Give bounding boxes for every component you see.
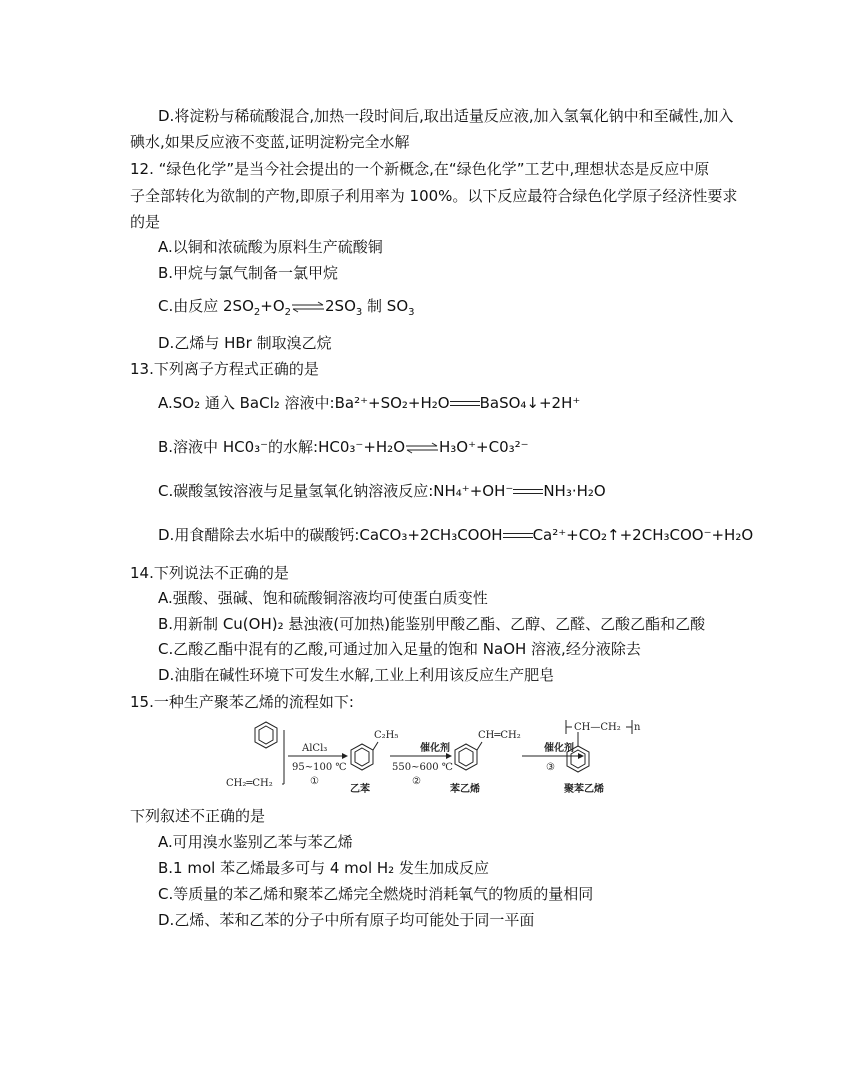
q12-option-d: D.乙烯与 HBr 制取溴乙烷: [158, 334, 332, 352]
step1-catalyst: AlCl₃: [302, 743, 328, 754]
q15-option-a: A.可用溴水鉴别乙苯与苯乙烯: [158, 833, 353, 851]
ethylene-reagent: CH₂═CH₂: [226, 778, 273, 789]
step3-catalyst: 催化剂: [544, 743, 574, 754]
q12-stem-line2: 子全部转化为欲制的产物,即原子利用率为 100%。以下反应最符合绿色化学原子经济性要求: [130, 187, 738, 205]
q12-option-a: A.以铜和浓硫酸为原料生产硫酸铜: [158, 238, 383, 256]
styrene-structure: [455, 742, 482, 770]
q14-option-c: C.乙酸乙酯中混有的乙酸,可通过加入足量的饱和 NaOH 溶液,经分液除去: [158, 640, 641, 658]
q12-stem-line3: 的是: [130, 213, 161, 231]
step2-number: ②: [412, 776, 421, 787]
q11-option-d-line2: 碘水,如果反应液不变蓝,证明淀粉完全水解: [130, 133, 410, 151]
q14-option-b: B.用新制 Cu(OH)₂ 悬浊液(可加热)能鉴别甲酸乙酯、乙醇、乙醛、乙酸乙酯和乙酸: [158, 615, 706, 633]
q13-option-a: A.SO₂ 通入 BaCl₂ 溶液中:Ba²⁺+SO₂+H₂O BaSO₄↓+2H⁺: [158, 394, 581, 412]
q13-option-c: C.碳酸氢铵溶液与足量氢氧化钠溶液反应:NH₄⁺+OH⁻ NH₃·H₂O: [158, 482, 606, 500]
q11-option-d-line1: D.将淀粉与稀硫酸混合,加热一段时间后,取出适量反应液,加入氢氧化钠中和至碱性,加入: [158, 107, 734, 125]
ethylbenzene-structure: [351, 742, 378, 770]
polystyrene-label: 聚苯乙烯: [564, 784, 604, 795]
q13-stem: 13.下列离子方程式正确的是: [130, 360, 319, 378]
q12-option-b: B.甲烷与氯气制备一氯甲烷: [158, 264, 339, 282]
reversible-arrow-icon: [291, 301, 325, 313]
equals-sign-icon: [450, 399, 480, 409]
polystyrene-synthesis-scheme: [222, 718, 642, 804]
equals-sign-icon: [513, 487, 543, 497]
step2-condition: 550~600 ℃: [392, 762, 453, 773]
equals-sign-icon: [503, 531, 533, 541]
step1-number: ①: [310, 776, 319, 787]
styrene-label: 苯乙烯: [450, 784, 480, 795]
q14-option-a: A.强酸、强碱、饱和硫酸铜溶液均可使蛋白质变性: [158, 589, 488, 607]
q14-option-d: D.油脂在碱性环境下可发生水解,工业上利用该反应生产肥皂: [158, 666, 555, 684]
q12-stem-line1: 12. “绿色化学”是当今社会提出的一个新概念,在“绿色化学”工艺中,理想状态是反应中原: [130, 160, 710, 178]
q14-stem: 14.下列说法不正确的是: [130, 564, 289, 582]
q12-option-c: C.由反应 $2SO_2+O_2$ $2SO_3$ 制 $SO_3$: [158, 297, 415, 318]
step2-catalyst: 催化剂: [420, 743, 450, 754]
q13-option-b: B.溶液中 HC0₃⁻的水解:HC0₃⁻+H₂O H₃O⁺+C0₃²⁻: [158, 438, 529, 456]
q15-followup: 下列叙述不正确的是: [130, 807, 266, 825]
step1-condition: 95~100 ℃: [292, 762, 347, 773]
styrene-substituent: CH═CH₂: [478, 730, 521, 741]
q13-option-d: D.用食醋除去水垢中的碳酸钙:CaCO₃+2CH₃COOH Ca²⁺+CO₂↑+2CH₃COO⁻+H₂O: [158, 526, 754, 544]
step3-number: ③: [546, 762, 555, 773]
ethylbenzene-label: 乙苯: [350, 784, 370, 795]
q15-option-d: D.乙烯、苯和乙苯的分子中所有原子均可能处于同一平面: [158, 911, 535, 929]
benzene-structure: [255, 722, 277, 748]
q15-stem: 15.一种生产聚苯乙烯的流程如下:: [130, 693, 354, 711]
polymer-repeat-unit: CH—CH₂: [574, 722, 621, 733]
polymer-n: n: [634, 722, 641, 733]
ethylbenzene-substituent: C₂H₅: [374, 730, 399, 741]
q15-option-c: C.等质量的苯乙烯和聚苯乙烯完全燃烧时消耗氧气的物质的量相同: [158, 885, 594, 903]
reversible-arrow-icon: [405, 442, 439, 454]
q15-option-b: B.1 mol 苯乙烯最多可与 4 mol H₂ 发生加成反应: [158, 859, 489, 877]
